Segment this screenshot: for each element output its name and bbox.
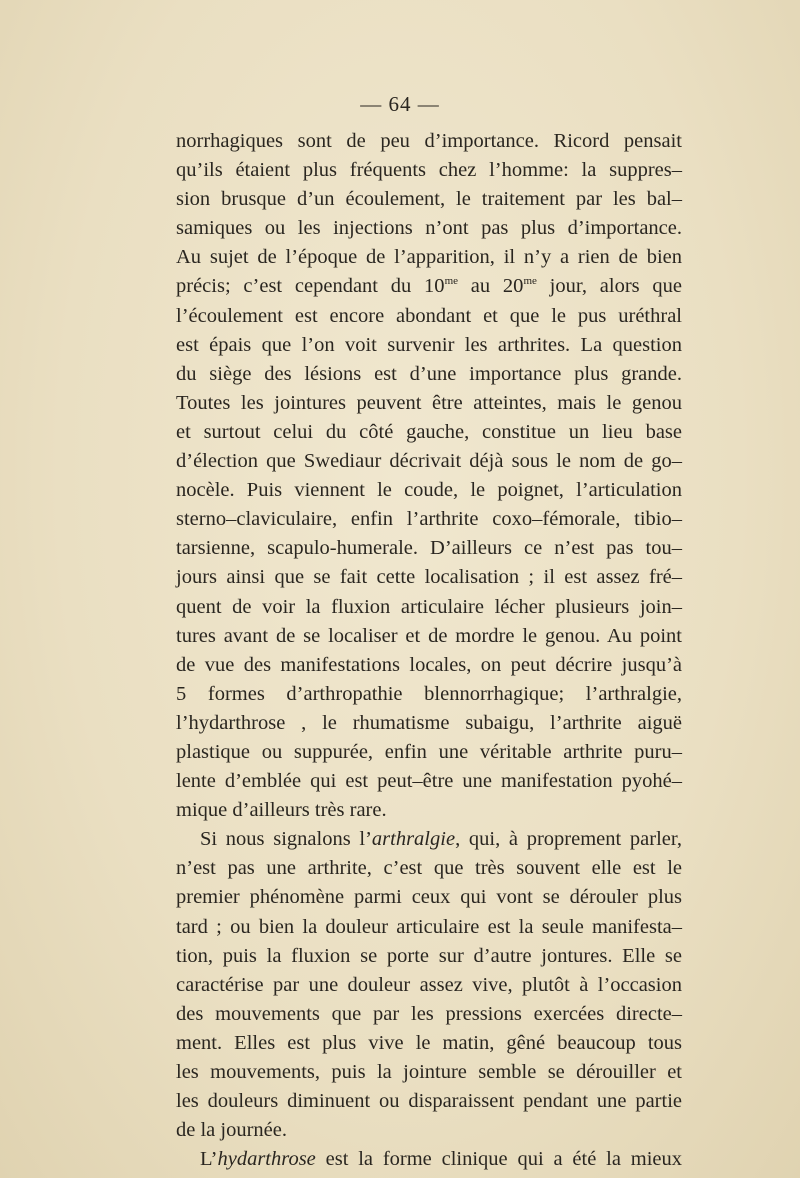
line-text: mique d’ailleurs très rare. [176, 799, 387, 822]
line-text: samiques ou les injections n’ont pas plus d’importance. [176, 217, 682, 240]
superscript: me [523, 275, 537, 288]
text-line [176, 185, 682, 214]
line-text: norrhagiques sont de peu d’importance. Ricord pensait [176, 130, 682, 152]
text-line [176, 971, 682, 1000]
text-line [176, 883, 682, 912]
line-text: 5 formes d’arthropathie blennorrhagique; l’arthralgie, [176, 682, 682, 705]
line-text: sterno–claviculaire, enfin l’arthrite coxo–fémorale, tibio– [176, 508, 682, 531]
line-text: et surtout celui du côté gauche, constitue un lieu base [176, 420, 682, 443]
line-text: les mouvements, puis la jointure semble se dérouiller et [176, 1061, 682, 1083]
text-line [176, 272, 682, 301]
text-line [176, 913, 682, 942]
text-line [176, 1000, 682, 1029]
text-line [176, 709, 682, 738]
text-line [176, 942, 682, 971]
text-line [176, 1116, 682, 1145]
line-text: , qui, à proprement parler, [455, 828, 683, 851]
text-line [176, 447, 682, 476]
text-line [176, 563, 682, 592]
line-text: lente d’emblée qui est peut–être une manifestation pyohé– [176, 770, 682, 793]
page-number: — 64 — [360, 92, 440, 116]
line-text: de vue des manifestations locales, on peut décrire jusqu’à [176, 653, 682, 676]
text-line [176, 389, 682, 418]
text-line [176, 651, 682, 680]
superscript: me [444, 275, 459, 288]
line-text: précis; c’est cependant du 10 [176, 275, 445, 298]
text-line [176, 854, 682, 883]
line-text: n’est pas une arthrite, c’est que très souvent elle est le [176, 857, 682, 880]
line-text: d’élection que Swediaur décrivait déjà sous le nom de go– [176, 450, 682, 473]
line-text: tard ; ou bien la douleur articulaire est la seule manifesta– [176, 915, 682, 938]
text-line [176, 680, 682, 709]
line-text: quent de voir la fluxion articulaire lécher plusieurs join– [176, 595, 682, 618]
text-line [176, 360, 682, 389]
text-line [176, 302, 682, 331]
text-line [176, 214, 682, 243]
line-text: est épais que l’on voit survenir les arthrites. La question [176, 333, 682, 356]
text-line [176, 738, 682, 767]
body-text [176, 127, 682, 1174]
text-line [176, 1058, 682, 1087]
text-line [176, 534, 682, 563]
text-line [176, 127, 682, 156]
line-text: tarsienne, scapulo-humerale. D’ailleurs ce n’est pas tou– [176, 537, 682, 560]
line-text: nocèle. Puis viennent le coude, le poignet, l’articulation [176, 479, 682, 502]
line-text: les douleurs diminuent ou disparaissent pendant une partie [176, 1090, 682, 1113]
line-text: Si nous signalons l’ [200, 828, 372, 851]
line-text: caractérise par une douleur assez vive, plutôt à l’occasion [176, 973, 682, 996]
line-text: tion, puis la fluxion se porte sur d’autre jontures. Elle se [176, 944, 682, 967]
text-line [176, 156, 682, 185]
text-line [176, 796, 682, 825]
line-text: sion brusque d’un écoulement, le traitement par les bal– [176, 188, 682, 211]
line-text: au 20 [458, 275, 524, 298]
line-text: l’écoulement est encore abondant et que le pus uréthral [176, 304, 682, 327]
italic-term: arthralgie [371, 828, 456, 851]
line-text: premier phénomène parmi ceux qui vont se dérouler plus [176, 886, 682, 909]
line-text: du siège des lésions est d’une importance plus grande. [176, 362, 682, 385]
line-text: qu’ils étaient plus fréquents chez l’homme: la suppres– [176, 159, 682, 182]
text-line [176, 1145, 682, 1174]
text-line [176, 1087, 682, 1116]
italic-term: hydarthrose [217, 1148, 316, 1171]
text-line [176, 418, 682, 447]
text-line [176, 825, 682, 854]
line-text: Au sujet de l’époque de l’apparition, il n’y a rien de bien [176, 246, 682, 269]
line-text: de la journée. [176, 1119, 287, 1142]
line-text: tures avant de se localiser et de mordre le genou. Au point [176, 624, 682, 647]
line-text: des mouvements que par les pressions exercées directe– [176, 1002, 682, 1025]
line-text: ment. Elles est plus vive le matin, gêné beaucoup tous [176, 1031, 682, 1054]
text-line [176, 622, 682, 651]
line-text: l’hydarthrose , le rhumatisme subaigu, l’arthrite aiguë [176, 711, 682, 734]
line-text: L’ [200, 1148, 218, 1171]
text-line [176, 505, 682, 534]
text-line [176, 767, 682, 796]
text-line [176, 331, 682, 360]
text-line [176, 1029, 682, 1058]
line-text: est la forme clinique qui a été la mieux [315, 1148, 682, 1171]
line-text: plastique ou suppurée, enfin une véritable arthrite puru– [176, 740, 682, 763]
text-line [176, 476, 682, 505]
line-text: jour, alors que [536, 275, 683, 298]
text-line [176, 243, 682, 272]
line-text: jours ainsi que se fait cette localisation ; il est assez fré– [176, 566, 682, 589]
text-line [176, 593, 682, 622]
line-text: Toutes les jointures peuvent être atteintes, mais le genou [176, 391, 682, 414]
